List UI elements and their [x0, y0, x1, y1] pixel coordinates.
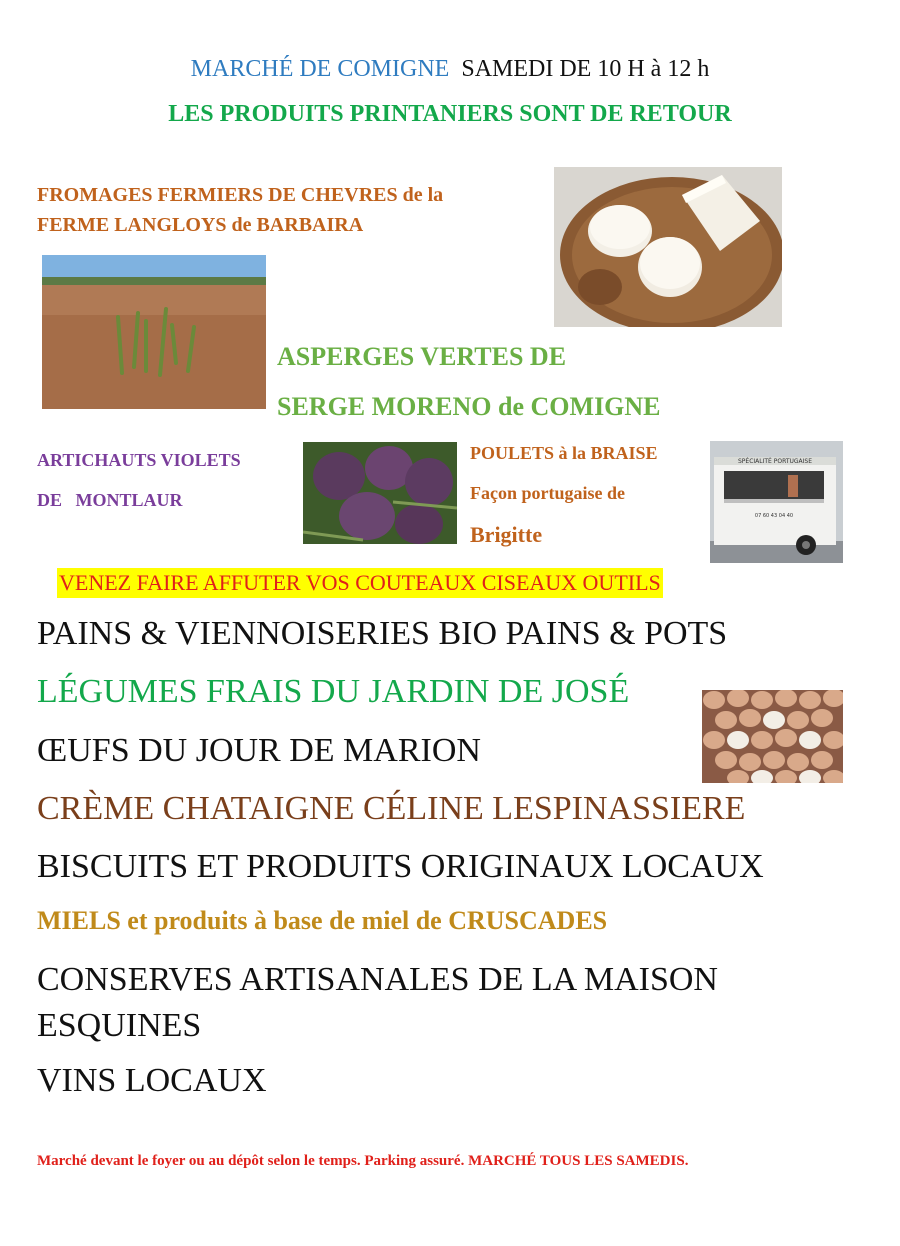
wines-line: VINS LOCAUX	[37, 1062, 267, 1099]
market-header	[0, 56, 900, 83]
knife-sharpening-banner: VENEZ FAIRE AFFUTER VOS COUTEAUX CISEAUX OUTILS	[57, 568, 663, 598]
asparagus-line-1: ASPERGES VERTES DE	[277, 342, 567, 371]
food-truck-drawing	[710, 441, 843, 563]
footer-part-2: . MARCHÉ TOUS LES SAMEDIS	[460, 1153, 685, 1169]
footer-part-3: .	[684, 1153, 689, 1169]
artichoke-line-1: ARTICHAUTS VIOLETS	[37, 450, 241, 470]
food-truck-photo	[710, 441, 843, 563]
goat-cheese-photo	[554, 167, 782, 327]
market-name: MARCHÉ DE COMIGNE	[190, 56, 450, 82]
chicken-line-1: POULETS à la BRAISE	[470, 443, 658, 463]
footer-note	[37, 1153, 688, 1170]
biscuits-line: BISCUITS ET PRODUITS ORIGINAUX LOCAUX	[37, 848, 764, 885]
conserves-line: CONSERVES ARTISANALES DE LA MAISON ESQUINES	[37, 961, 718, 1044]
chestnut-cream-line: CRÈME CHATAIGNE CÉLINE LESPINASSIERE	[37, 790, 746, 827]
asparagus-field-photo	[42, 255, 266, 409]
goat-cheese-photo-drawing	[554, 167, 782, 327]
footer-part-1: Marché devant le foyer ou au dépôt selon le temps. Parking assuré	[37, 1153, 461, 1169]
vegetables-line: LÉGUMES FRAIS DU JARDIN DE JOSÉ	[37, 673, 630, 710]
artichoke-line-2: DE MONTLAUR	[37, 490, 183, 510]
artichoke-text	[37, 440, 241, 520]
asparagus-line-2: SERGE MORENO de COMIGNE	[277, 392, 661, 421]
spring-subtitle: LES PRODUITS PRINTANIERS SONT DE RETOUR	[168, 101, 732, 127]
chicken-line-3: Brigitte	[470, 522, 543, 547]
artichokes-drawing	[303, 442, 457, 544]
asparagus-field-drawing	[42, 255, 266, 409]
eggs-drawing	[702, 690, 843, 783]
truck-phone: 07 60 43 04 40	[754, 513, 794, 519]
eggs-line: ŒUFS DU JOUR DE MARION	[37, 732, 481, 769]
cheese-line-2: FERME LANGLOYS de BARBAIRA	[37, 214, 364, 236]
honey-line: MIELS et produits à base de miel de CRUSCADES	[37, 906, 608, 935]
bread-line: PAINS & VIENNOISERIES BIO PAINS & POTS	[37, 615, 728, 652]
eggs-photo	[702, 690, 843, 783]
artichokes-photo	[303, 442, 457, 544]
cheese-line-1: FROMAGES FERMIERS DE CHEVRES de la	[37, 184, 444, 206]
market-schedule: SAMEDI DE 10 H à 12 h	[461, 56, 710, 82]
cheese-text	[37, 180, 443, 240]
chicken-line-2: Façon portugaise de	[470, 483, 625, 503]
truck-sign: SPÉCIALITÉ PORTUGAISE	[737, 458, 813, 465]
